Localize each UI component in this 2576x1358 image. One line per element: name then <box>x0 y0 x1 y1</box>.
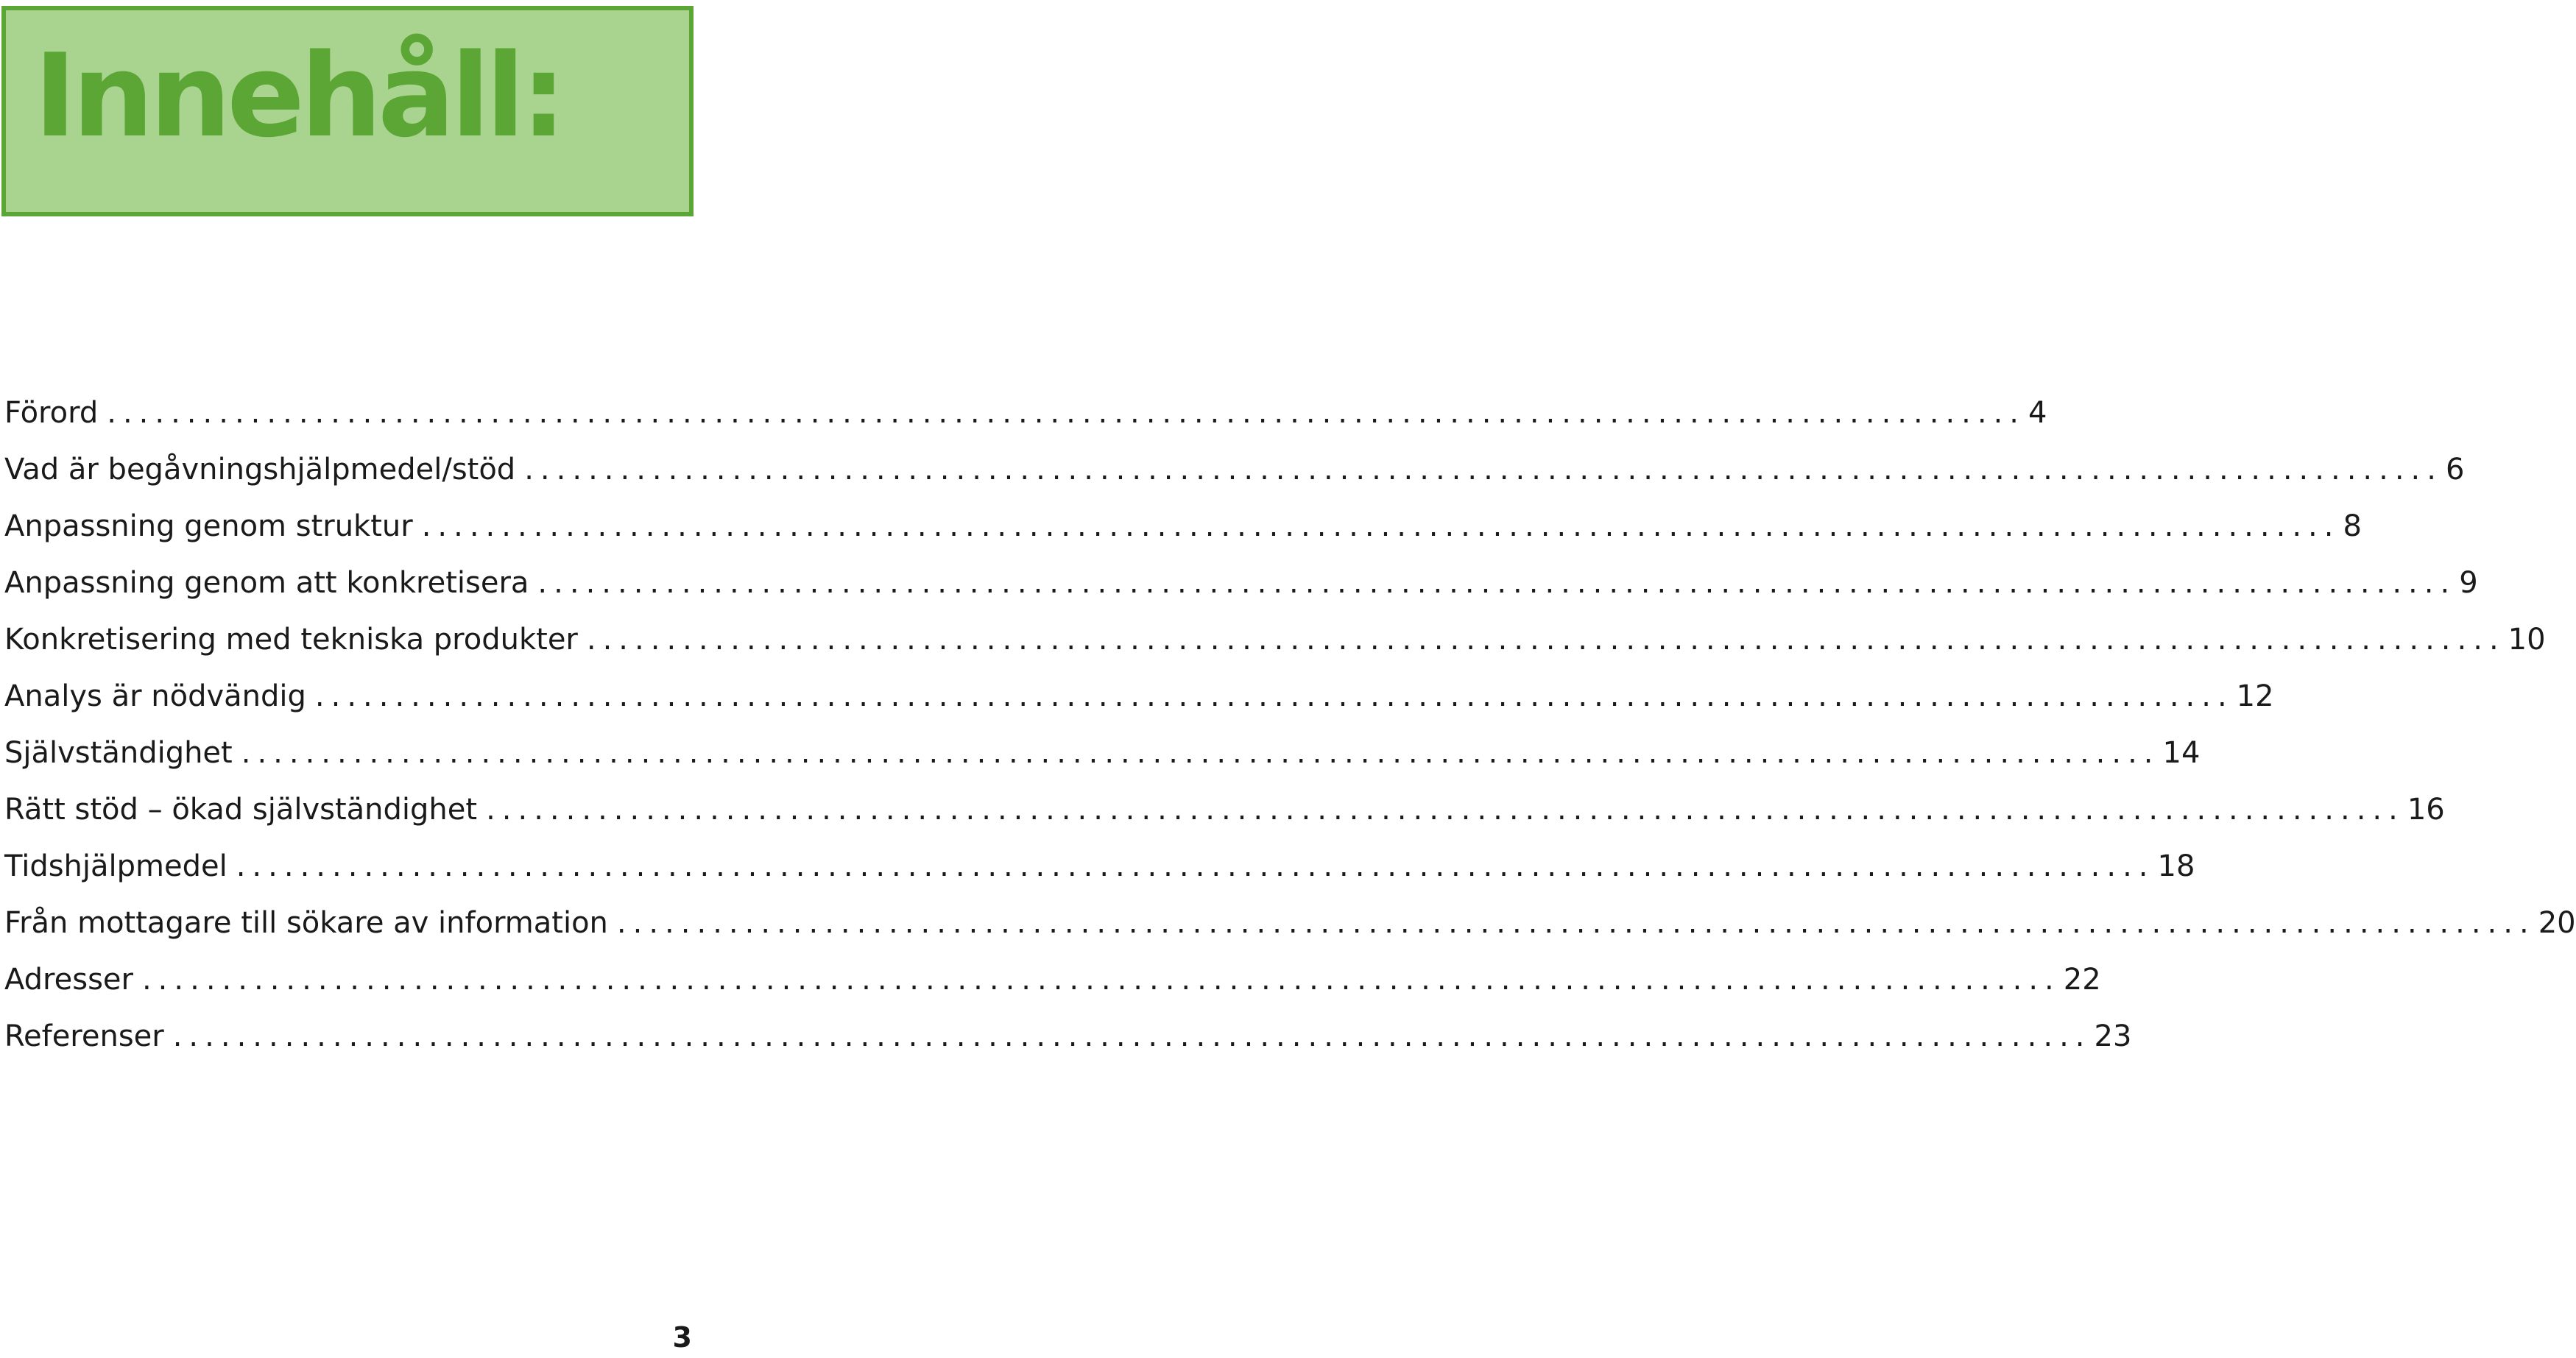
toc-entry-page: 16 <box>2407 793 2445 827</box>
toc-dot-leader: ........................................................................................................................ <box>107 396 2026 430</box>
toc-entry <box>4 725 2201 782</box>
page-number: 3 <box>672 1321 692 1354</box>
toc-entry-page: 14 <box>2162 736 2201 770</box>
toc-entry-label: Självständighet <box>4 736 233 770</box>
toc-dot-leader: ........................................................................................................................ <box>241 736 2160 770</box>
toc-entry <box>4 442 2465 498</box>
toc-dot-leader: ........................................................................................................................ <box>314 679 2234 713</box>
toc-entry <box>4 555 2478 612</box>
toc-dot-leader: ........................................................................................................................ <box>586 623 2505 657</box>
toc-entry <box>4 668 2274 725</box>
toc-entry <box>4 385 2047 442</box>
toc-dot-leader: ........................................................................................................................ <box>172 1019 2092 1053</box>
toc-dot-leader: ........................................................................................................................ <box>236 849 2155 883</box>
toc-entry-page: 23 <box>2094 1019 2132 1053</box>
toc-entry-page: 22 <box>2063 963 2101 997</box>
toc-dot-leader: ........................................................................................................................ <box>486 793 2404 827</box>
toc-entry <box>4 895 2576 952</box>
table-of-contents <box>4 385 2576 1065</box>
toc-entry <box>4 838 2195 895</box>
toc-entry-page: 18 <box>2157 849 2195 883</box>
toc-dot-leader: ........................................................................................................................ <box>421 509 2340 543</box>
toc-entry-label: Referenser <box>4 1019 164 1053</box>
toc-dot-leader: ........................................................................................................................ <box>141 963 2061 997</box>
title-banner <box>1 6 694 216</box>
toc-entry-page: 9 <box>2459 566 2478 600</box>
toc-entry-label: Anpassning genom struktur <box>4 509 413 543</box>
toc-entry-label: Vad är begåvningshjälpmedel/stöd <box>4 453 516 487</box>
toc-entry <box>4 952 2101 1008</box>
toc-entry <box>4 498 2362 555</box>
toc-entry-page: 4 <box>2028 396 2047 430</box>
toc-entry-page: 12 <box>2236 679 2274 713</box>
toc-entry-page: 10 <box>2508 623 2546 657</box>
toc-entry-label: Konkretisering med tekniska produkter <box>4 623 578 657</box>
toc-entry-page: 20 <box>2538 906 2576 940</box>
toc-dot-leader: ........................................................................................................................ <box>616 906 2536 940</box>
toc-entry-label: Från mottagare till sökare av information <box>4 906 608 940</box>
toc-entry-label: Förord <box>4 396 99 430</box>
toc-entry-label: Adresser <box>4 963 133 997</box>
toc-entry <box>4 1008 2132 1065</box>
toc-entry-label: Tidshjälpmedel <box>4 849 227 883</box>
toc-entry-page: 6 <box>2445 453 2465 487</box>
page-title: Innehåll: <box>34 29 562 163</box>
toc-entry-label: Analys är nödvändig <box>4 679 306 713</box>
toc-entry <box>4 782 2445 838</box>
toc-dot-leader: ........................................................................................................................ <box>537 566 2457 600</box>
toc-entry <box>4 612 2546 668</box>
toc-entry-page: 8 <box>2343 509 2362 543</box>
toc-entry-label: Rätt stöd – ökad självständighet <box>4 793 478 827</box>
toc-entry-label: Anpassning genom att konkretisera <box>4 566 529 600</box>
toc-dot-leader: ........................................................................................................................ <box>524 453 2443 487</box>
